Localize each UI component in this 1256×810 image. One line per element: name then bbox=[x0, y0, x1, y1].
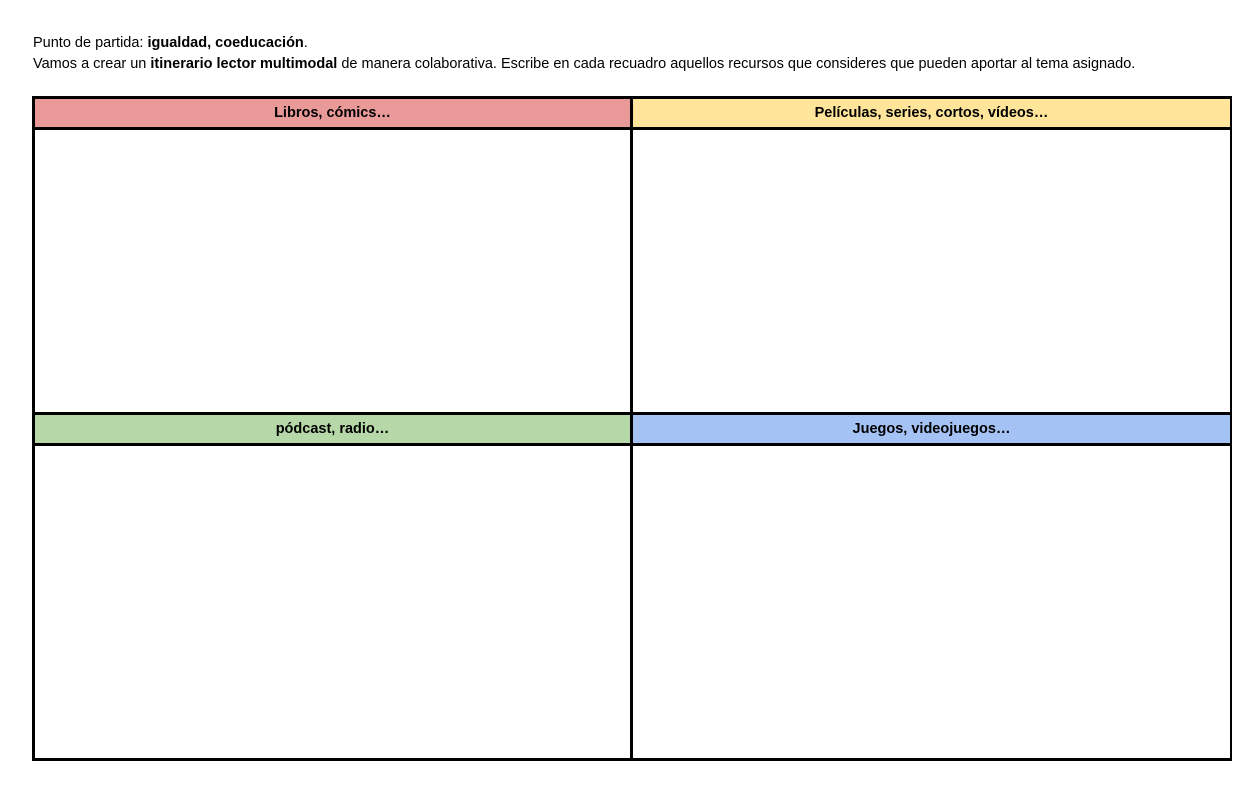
intro-line-2 bbox=[33, 54, 1233, 75]
intro-line-2-bold: itinerario lector multimodal bbox=[150, 56, 338, 72]
podcast-header: pódcast, radio… bbox=[35, 412, 630, 446]
books-input-area[interactable] bbox=[35, 130, 630, 412]
games-cell bbox=[633, 412, 1230, 758]
podcast-input-area[interactable] bbox=[35, 446, 630, 758]
intro-text bbox=[33, 33, 1233, 75]
intro-line-1-bold: igualdad, coeducación bbox=[147, 35, 304, 51]
intro-line-2-suffix: de manera colaborativa. Escribe en cada recuadro aquellos recursos que consideres que pueden aportar al tema asignado. bbox=[337, 56, 1136, 72]
resource-grid bbox=[32, 96, 1232, 761]
books-cell bbox=[35, 99, 633, 412]
intro-line-1 bbox=[33, 33, 1233, 54]
films-header: Películas, series, cortos, vídeos… bbox=[633, 99, 1230, 130]
films-cell bbox=[633, 99, 1230, 412]
games-header: Juegos, videojuegos… bbox=[633, 412, 1230, 446]
podcast-cell bbox=[35, 412, 633, 758]
intro-line-2-prefix: Vamos a crear un bbox=[33, 56, 151, 72]
intro-line-1-prefix: Punto de partida: bbox=[33, 35, 148, 51]
books-header: Libros, cómics… bbox=[35, 99, 630, 130]
games-input-area[interactable] bbox=[633, 446, 1230, 758]
intro-line-1-suffix: . bbox=[303, 35, 308, 51]
films-input-area[interactable] bbox=[633, 130, 1230, 412]
